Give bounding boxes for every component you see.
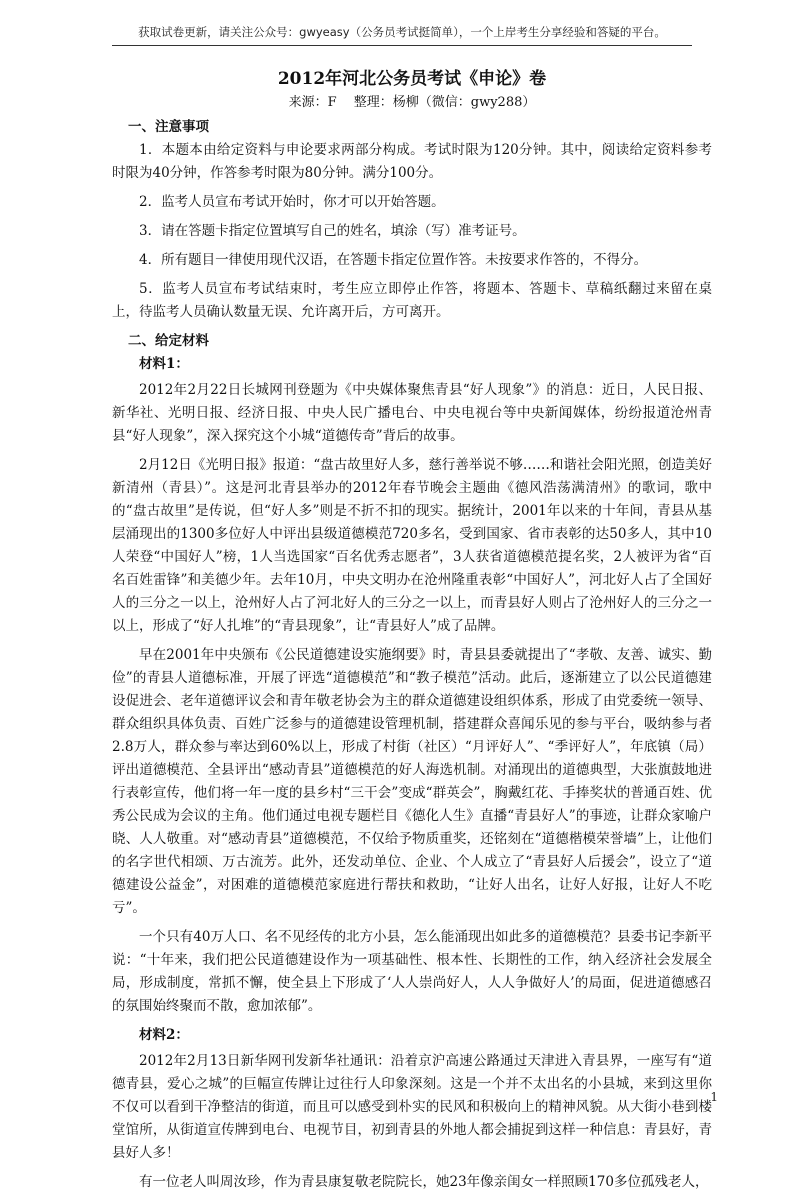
page-header-notice: 获取试卷更新，请关注公众号：gwyeasy（公务员考试挺简单），一个上岸考生分享经验和答疑的平台。 xyxy=(112,24,692,46)
document-body xyxy=(112,66,712,1200)
material-1-paragraph: 2月12日《光明日报》报道：“盘古故里好人多，慈行善举说不够……和谐社会阳光照，创造美好新清州（青县）”。这是河北青县举办的2012年春节晚会主题曲《德风浩荡满清州》的歌词，歌中的“盘古故里”是传说，但“好人多”则是不折不扣的现实。据统计，2001年以来的十年间，青县从基层涌现出的1300多位好人中评出县级道德模范720多名，受到国家、省市表彰的达50多人，其中10人荣登“中国好人”榜，1人当选国家“百名优秀志愿者”，3人获省道德模范提名奖，2人被评为省“百名百姓雷锋”和美德少年。去年10月，中央文明办在沧州隆重表彰“中国好人”，河北好人占了全国好人的三分之一以上，沧州好人占了河北好人的三分之一以上，而青县好人则占了沧州好人的三分之一以上，形成了“好人扎堆”的“青县现象”，让“青县好人”成了品牌。 xyxy=(112,457,712,634)
section-heading-materials: 二、给定材料 xyxy=(128,333,209,349)
material-2-heading: 材料2： xyxy=(139,1027,189,1043)
material-2-paragraph: 2012年2月13日新华网刊发新华社通讯：沿着京沪高速公路通过天津进入青县界，一座写有“道德青县，爱心之城”的巨幅宣传牌让过往行人印象深刻。这是一个并不太出名的小县城，来到这里你不仅可以看到干净整洁的街道，而且可以感受到朴实的民风和积极向上的精神风貌。从大街小巷到楼堂馆所，从街道宣传牌到电台、电视节目，初到青县的外地人都会捕捉到这样一种信息：青县好，青县好人多！ xyxy=(112,1053,712,1161)
document-source-line: 来源：F 整理：杨柳（微信：gwy288） xyxy=(288,95,536,110)
material-1-heading: 材料1： xyxy=(139,356,189,372)
document-title: 2012年河北公务员考试《申论》卷 xyxy=(277,69,547,89)
section-heading-notices: 一、注意事项 xyxy=(128,119,209,135)
notice-item: 3．请在答题卡指定位置填写自己的姓名，填涂（写）准考证号。 xyxy=(139,223,526,239)
notice-item: 4．所有题目一律使用现代汉语，在答题卡指定位置作答。未按要求作答的，不得分。 xyxy=(139,252,648,268)
material-1-paragraph: 一个只有40万人口、名不见经传的北方小县，怎么能涌现出如此多的道德模范？县委书记李新平说：“十年来，我们把公民道德建设作为一项基础性、根本性、长期性的工作，纳入经济社会发展全局，形成制度，常抓不懈，使全县上下形成了‘人人崇尚好人，人人争做好人’的局面，促进道德感召的氛围始终聚而不散，愈加浓郁”。 xyxy=(112,929,712,1014)
material-1-paragraph: 2012年2月22日长城网刊登题为《中央媒体聚焦青县“好人现象”》的消息：近日，人民日报、新华社、光明日报、经济日报、中央人民广播电台、中央电视台等中央新闻媒体，纷纷报道沧州青县“好人现象”，深入探究这个小城“道德传奇”背后的故事。 xyxy=(112,382,712,444)
notice-item: 1．本题本由给定资料与申论要求两部分构成。考试时限为120分钟。其中，阅读给定资料参考时限为40分钟，作答参考时限为80分钟。满分100分。 xyxy=(112,142,712,181)
page-number: 1 xyxy=(710,1090,718,1104)
notice-item: 5．监考人员宣布考试结束时，考生应立即停止作答，将题本、答题卡、草稿纸翻过来留在桌上，待监考人员确认数量无误、允许离开后，方可离开。 xyxy=(112,281,712,320)
notice-item: 2．监考人员宣布考试开始时，你才可以开始答题。 xyxy=(139,194,445,210)
material-2-paragraph: 有一位老人叫周汝珍，作为青县康复敬老院院长，她23年像亲闺女一样照顾170多位孤残老人， xyxy=(139,1174,709,1190)
material-1-paragraph: 早在2001年中央颁布《公民道德建设实施纲要》时，青县县委就提出了“孝敬、友善、诚实、勤俭”的青县人道德标准，开展了评选“道德模范”和“教子模范”活动。此后，逐渐建立了以公民道德建设促进会、老年道德评议会和青年敬老协会为主的群众道德建设组织体系，形成了由党委统一领导、群众组织具体负责、百姓广泛参与的道德建设管理机制，搭建群众喜闻乐见的参与平台，吸纳参与者2.8万人，群众参与率达到60%以上，形成了村街（社区）“月评好人”、“季评好人”，年底镇（局）评出道德模范、全县评出“感动青县”道德模范的好人海选机制。对涌现出的道德典型，大张旗鼓地进行表彰宣传，他们将一年一度的县乡村“三干会”变成“群英会”，胸戴红花、手捧奖状的普通百姓、优秀公民成为会议的主角。他们通过电视专题栏目《德化人生》直播“青县好人”的事迹，让群众家喻户晓、人人敬重。对“感动青县”道德模范，不仅给予物质重奖，还铭刻在“道德楷模荣誉墙”上，让他们的名字世代相颂、万古流芳。此外，还发动单位、企业、个人成立了“青县好人后援会”，设立了“道德建设公益金”，对困难的道德模范家庭进行帮扶和救助，“让好人出名，让好人好报，让好人不吃亏”。 xyxy=(112,647,712,916)
